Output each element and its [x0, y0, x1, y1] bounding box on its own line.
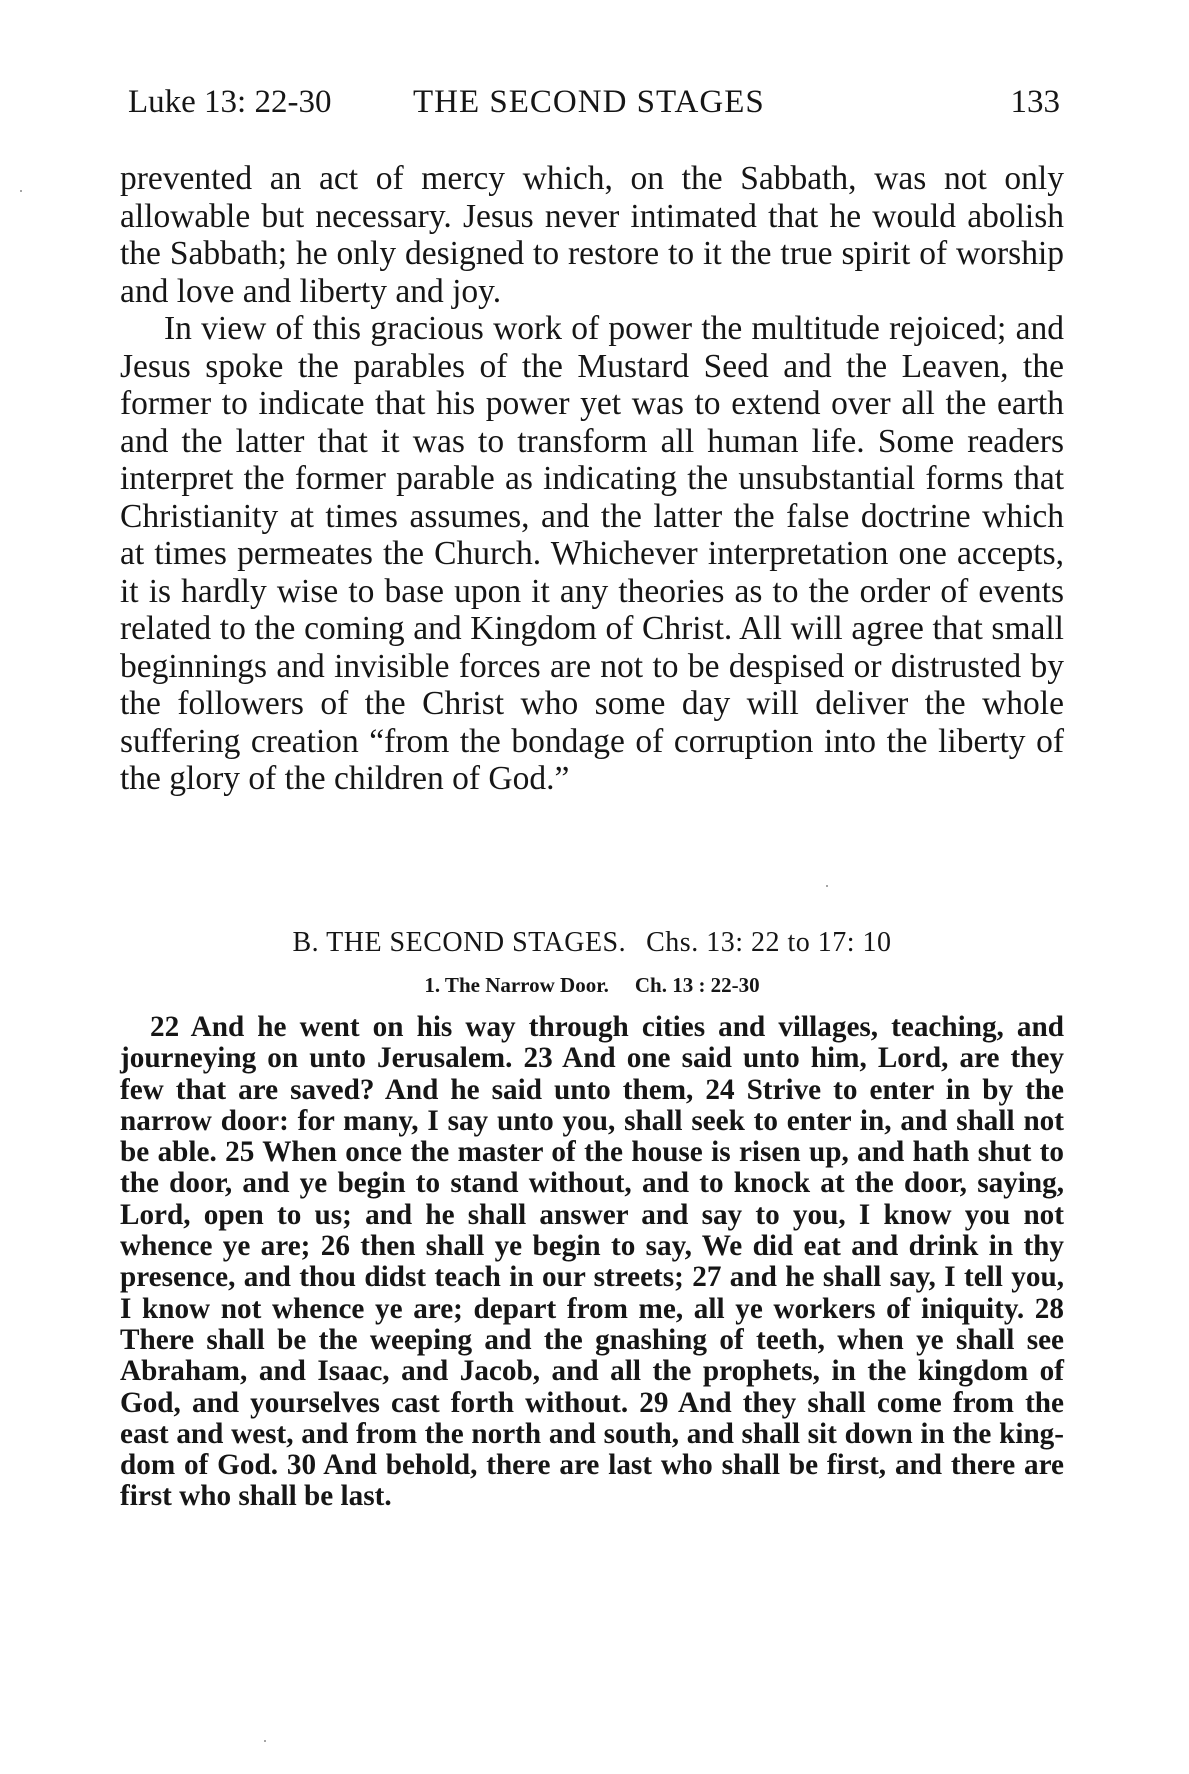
commentary-paragraph: prevented an act of mercy which, on the Sabbath, was not only allowable but necessary. Jesus never intimated that he would abolish the Sabbath; he only designed to restore to it the true spirit of worship and love and liberty and joy. [120, 160, 1064, 310]
scripture-text: 22 And he went on his way through cities and villages, teaching, and journeying on unto Jerusalem. 23 And one said unto him, Lord, are they few that are saved? And he said unto them, 24 Strive to enter in by the narrow door: for many, I say unto you, shall seek to enter in, and shall not be able. 25 When once the master of the house is risen up, and hath shut to the door, and ye begin to stand without, and to knock at the door, saying, Lord, open to us; and he shall answer and say to you, I know you not whence ye are; 26 then shall ye begin to say, We did eat and drink in thy presence, and thou didst teach in our streets; 27 and he shall say, I tell you, I know not whence ye are; depart from me, all ye workers of iniquity. 28 There shall be the weeping and the gnashing of teeth, when ye shall see Abraham, and Isaac, and Jacob, and all the prophets, in the kingdom of God, and yourselves cast forth without. 29 And they shall come from the east and west, and from the north and south, and shall sit down in the kingdom of God. 30 And behold, there are last who shall be first, and there are first who shall be last. [120, 1011, 1064, 1513]
scan-speck [826, 885, 828, 887]
subsection-title: 1. The Narrow Door. [424, 973, 609, 997]
subsection-reference: Ch. 13 : 22-30 [634, 973, 760, 997]
scripture-passage [120, 1012, 1064, 1513]
chapter-reference: Luke 13: 22-30 [128, 84, 332, 120]
commentary-text [120, 160, 1064, 798]
subsection-heading [120, 970, 1064, 1000]
running-title: THE SECOND STAGES [413, 84, 765, 120]
commentary-paragraph: In view of this gracious work of power the multitude rejoiced; and Jesus spoke the parables of the Mustard Seed and the Leaven, the former to indicate that his power yet was to extend over all the earth and the latter that it was to transform all human life. Some readers interpret the former parable as indicating the unsubstantial forms that Christianity at times assumes, and the latter the false doctrine which at times permeates the Church. Whichever interpretation one accepts, it is hardly wise to base upon it any theories as to the order of events related to the coming and Kingdom of Christ. All will agree that small beginnings and invisible forces are not to be despised or distrusted by the followers of the Christ who some day will deliver the whole suffering creation “from the bondage of corruption into the liberty of the glory of the children of God.” [120, 310, 1064, 797]
section-reference: Chs. 13: 22 to 17: 10 [646, 927, 892, 958]
scan-speck [264, 1740, 266, 1742]
running-head [128, 80, 1060, 124]
scan-speck [20, 190, 22, 192]
page-number: 133 [1010, 84, 1060, 120]
section-heading [120, 925, 1064, 961]
section-title: B. THE SECOND STAGES. [292, 927, 627, 958]
